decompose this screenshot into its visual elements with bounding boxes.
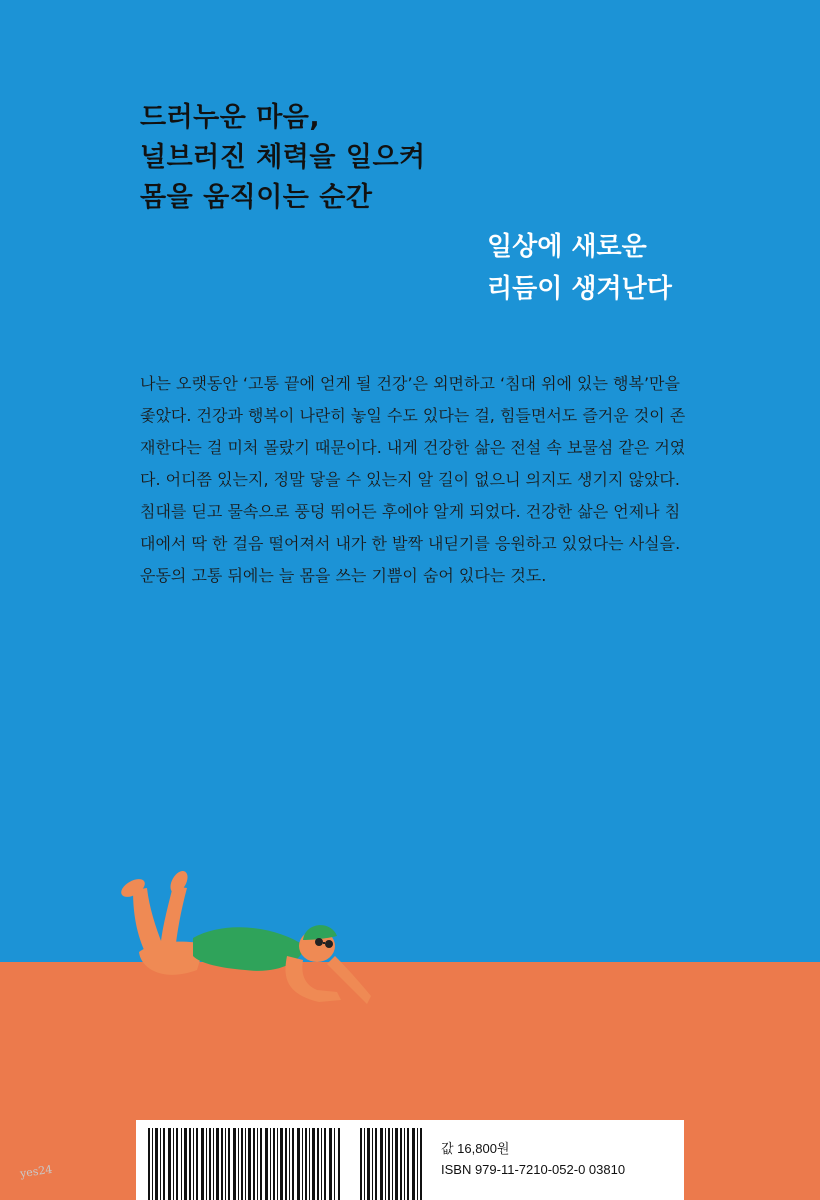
headline-line-1: 드러누운 마음, xyxy=(140,102,321,133)
isbn-label: ISBN 979-11-7210-052-0 03810 xyxy=(441,1162,626,1177)
price-label: 값 16,800원 xyxy=(441,1141,510,1156)
subline-line-2: 리듬이 생겨난다 xyxy=(487,274,672,304)
subline xyxy=(487,226,672,310)
body-text xyxy=(140,368,688,592)
subline-line-1: 일상에 새로운 xyxy=(487,232,647,262)
lying-swimmer-illustration xyxy=(105,860,395,1020)
body-paragraph-2: 침대를 딛고 물속으로 풍덩 뛰어든 후에야 알게 되었다. 건강한 삶은 언제나 침대에서 딱 한 걸음 떨어져서 내가 한 발짝 내딛기를 응원하고 있었다는 사실을. 운동의 고통 뒤에는 늘 몸을 쓰는 기쁨이 숨어 있다는 것도. xyxy=(140,502,681,585)
watermark-logo: yes24 xyxy=(19,1162,54,1181)
isbn-barcode xyxy=(146,1128,426,1200)
headline xyxy=(140,98,426,218)
headline-line-2: 널브러진 체력을 일으켜 xyxy=(140,142,426,173)
body-paragraph-1: 나는 오랫동안 ‘고통 끝에 얻게 될 건강’은 외면하고 ‘침대 위에 있는 행복’만을 좇았다. 건강과 행복이 나란히 놓일 수도 있다는 걸, 힘들면서도 즐거운 것이 존재한다는 걸 미처 몰랐기 때문이다. 내게 건강한 삶은 전설 속 보물섬 같은 거였다. 어디쯤 있는지, 정말 닿을 수 있는지 알 길이 없으니 의지도 생기지 않았다. xyxy=(140,374,686,489)
headline-line-3: 몸을 움직이는 순간 xyxy=(140,182,373,213)
barcode-panel xyxy=(136,1120,684,1200)
